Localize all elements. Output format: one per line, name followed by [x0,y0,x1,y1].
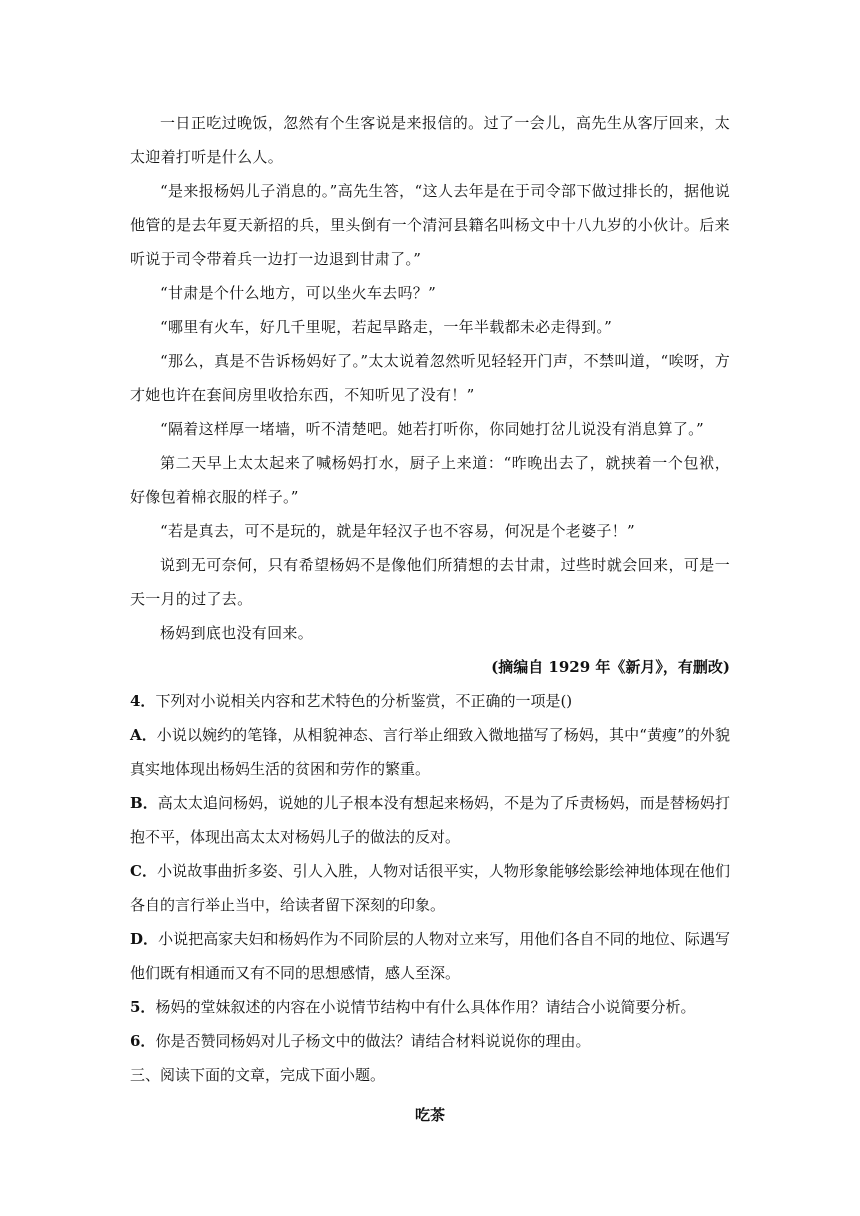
question-text: 你是否赞同杨妈对儿子杨文中的做法？请结合材料说说你的理由。 [155,1032,591,1050]
option-a [130,718,730,786]
question-text: 杨妈的堂妹叙述的内容在小说情节结构中有什么具体作用？请结合小说简要分析。 [155,998,696,1016]
option-b [130,786,730,854]
story-paragraph: “若是真去，可不是玩的，就是年轻汉子也不容易，何况是个老婆子！” [160,522,635,540]
question-text: 下列对小说相关内容和艺术特色的分析鉴赏，不正确的一项是() [155,692,573,710]
story-paragraph: “隔着这样厚一堵墙，听不清楚吧。她若打听你，你同她打岔儿说没有消息算了。” [160,420,704,438]
story-paragraph: 第二天早上太太起来了喊杨妈打水，厨子上来道：“昨晚出去了，就挟着一个包袱，好像包着棉衣服的样子。” [130,454,730,506]
story-paragraph: 说到无可奈何，只有希望杨妈不是像他们所猜想的去甘肃，过些时就会回来，可是一天一月的过了去。 [130,556,730,608]
option-text: 高太太追问杨妈，说她的儿子根本没有想起来杨妈，不是为了斥责杨妈，而是替杨妈打抱不平，体现出高太太对杨妈儿子的做法的反对。 [130,794,730,846]
option-text: 小说故事曲折多姿、引人入胜，人物对话很平实，人物形象能够绘影绘神地体现在他们各自的言行举止当中，给读者留下深刻的印象。 [130,862,730,914]
story-source: (摘编自 1929 年《新月》，有删改) [491,658,730,676]
option-text: 小说以婉约的笔锋，从相貌神态、言行举止细致入微地描写了杨妈，其中“黄瘦”的外貌真实地体现出杨妈生活的贫困和劳作的繁重。 [130,726,731,778]
story-paragraph: “甘肃是个什么地方，可以坐火车去吗？” [160,284,437,302]
story-paragraph: 一日正吃过晚饭，忽然有个生客说是来报信的。过了一会儿，高先生从客厅回来，太太迎着打听是什么人。 [130,114,730,166]
question-number: 5． [130,998,156,1016]
option-letter: B． [130,794,158,812]
story-paragraph: 杨妈到底也没有回来。 [160,624,314,642]
question-4-stem [130,684,730,718]
document-page [130,106,730,1132]
option-d [130,922,730,990]
story-paragraph: “那么，真是不告诉杨妈好了。”太太说着忽然听见轻轻开门声，不禁叫道，“唉呀，方才她也许在套间房里收拾东西，不知听见了没有！” [130,352,730,404]
question-number: 6． [130,1032,156,1050]
option-letter: A． [130,726,157,744]
question-6 [130,1024,730,1058]
option-text: 小说把高家夫妇和杨妈作为不同阶层的人物对立来写，用他们各自不同的地位、际遇写他们既有相通而又有不同的思想感情，感人至深。 [130,930,730,982]
story-paragraph: “是来报杨妈儿子消息的。”高先生答，“这人去年是在于司令部下做过排长的，据他说他管的是去年夏天新招的兵，里头倒有一个清河县籍名叫杨文中十八九岁的小伙计。后来听说于司令带着兵一边打一边退到甘肃了。” [130,182,730,268]
option-c [130,854,730,922]
story-paragraph: “哪里有火车，好几千里呢，若起旱路走，一年半载都未必走得到。” [160,318,613,336]
article-title: 吃茶 [414,1106,445,1124]
question-5 [130,990,730,1024]
question-number: 4． [130,692,156,710]
section-heading: 三、阅读下面的文章，完成下面小题。 [130,1066,386,1084]
option-letter: C． [130,862,158,880]
option-letter: D． [130,930,159,948]
